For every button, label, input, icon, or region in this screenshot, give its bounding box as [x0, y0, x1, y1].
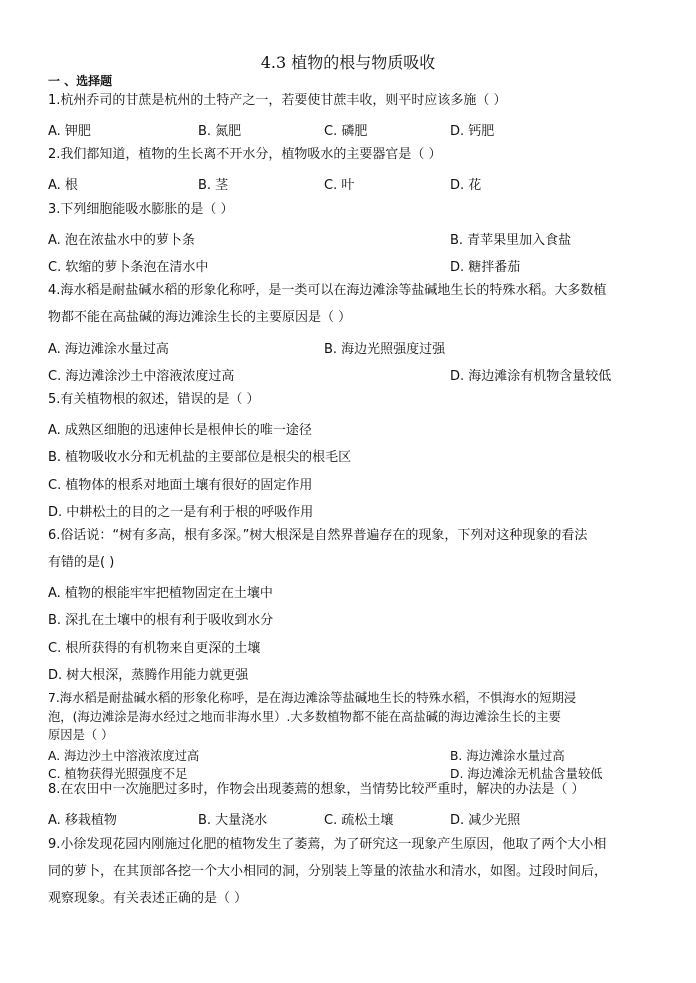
question-3-option-c: C. 软缩的萝卜条泡在清水中: [48, 260, 209, 275]
question-9-stem-line-2: 同的萝卜，在其顶部各挖一个大小相同的洞，分别装上等量的浓盐水和清水，如图。过段时间后，: [48, 864, 608, 879]
question-4-stem-line-1: 4.海水稻是耐盐碱水稻的形象化称呼，是一类可以在海边滩涂等盐碱地生长的特殊水稻。大多数植: [48, 283, 607, 298]
question-4-option-c: C. 海边滩涂沙土中溶液浓度过高: [48, 369, 235, 384]
question-1-option-c: C. 磷肥: [324, 124, 368, 139]
question-5-option-b: B. 植物吸收水分和无机盐的主要部位是根尖的根毛区: [48, 450, 352, 465]
question-6-option-b: B. 深扎在土壤中的根有利于吸收到水分: [48, 613, 274, 628]
question-7-option-a: A. 海边沙土中溶液浓度过高: [48, 749, 200, 763]
question-5-option-d: D. 中耕松土的目的之一是有利于根的呼吸作用: [48, 505, 314, 520]
question-3-option-a: A. 泡在浓盐水中的萝卜条: [48, 233, 195, 248]
question-8-option-b: B. 大量浇水: [198, 813, 268, 828]
question-2-option-d: D. 花: [450, 178, 482, 193]
question-1-stem: 1.杭州乔司的甘蔗是杭州的土特产之一，若要使甘蔗丰收，则平时应该多施（ ）: [48, 93, 507, 108]
question-8-option-a: A. 移栽植物: [48, 813, 117, 828]
question-9-stem-line-1: 9.小徐发现花园内刚施过化肥的植物发生了萎蔫，为了研究这一现象产生原因，他取了两个大小相: [48, 837, 607, 852]
question-8-option-c: C. 疏松土壤: [324, 813, 394, 828]
question-5-option-a: A. 成熟区细胞的迅速伸长是根伸长的唯一途径: [48, 423, 312, 438]
question-6-option-d: D. 树大根深，蒸腾作用能力就更强: [48, 668, 249, 683]
question-2-option-b: B. 茎: [198, 178, 229, 193]
question-2-option-a: A. 根: [48, 178, 78, 193]
question-8-option-d: D. 减少光照: [450, 813, 521, 828]
question-5-option-c: C. 植物体的根系对地面土壤有很好的固定作用: [48, 478, 313, 493]
question-3-option-b: B. 青苹果里加入食盐: [450, 233, 572, 248]
page-title: 4.3 植物的根与物质吸收: [260, 53, 436, 72]
question-4-stem-line-2: 物都不能在高盐碱的海边滩涂生长的主要原因是（ ）: [48, 310, 352, 325]
section-heading: 一 、选择题: [48, 74, 113, 88]
question-3-stem: 3.下列细胞能吸水膨胀的是（ ）: [48, 202, 234, 217]
question-1-option-a: A. 钾肥: [48, 124, 91, 139]
question-7-stem-line-3: 原因是（ ）: [48, 728, 114, 742]
question-2-option-c: C. 叶: [324, 178, 355, 193]
question-3-option-d: D. 糖拌番茄: [450, 260, 521, 275]
question-1-option-b: B. 氮肥: [198, 124, 242, 139]
question-1-option-d: D. 钙肥: [450, 124, 495, 139]
question-7-option-d: D. 海边滩涂无机盐含量较低: [450, 767, 603, 781]
question-7-stem-line-2: 泡，(海边滩涂是海水经过之地而非海水里）.大多数植物都不能在高盐碱的海边滩涂生长的主要: [48, 710, 561, 724]
question-4-option-d: D. 海边滩涂有机物含量较低: [450, 369, 612, 384]
question-7-stem-line-1: 7.海水稻是耐盐碱水稻的形象化称呼，是在海边滩涂等盐碱地生长的特殊水稻，不惧海水的短期浸: [48, 691, 577, 705]
question-8-stem: 8.在农田中一次施肥过多时，作物会出现萎蔫的想象，当情势比较严重时，解决的办法是（ ）: [48, 782, 585, 797]
question-5-stem: 5.有关植物根的叙述，错误的是（ ）: [48, 392, 260, 407]
question-4-option-b: B. 海边光照强度过强: [324, 342, 446, 357]
question-7-option-b: B. 海边滩涂水量过高: [450, 749, 565, 763]
question-7-option-c: C. 植物获得光照强度不足: [48, 767, 188, 781]
question-9-stem-line-3: 观察现象。有关表述正确的是（ ）: [48, 891, 248, 906]
question-6-stem-line-2: 有错的是( ): [48, 555, 115, 570]
question-4-option-a: A. 海边滩涂水量过高: [48, 342, 169, 357]
question-6-stem-line-1: 6.俗话说：“树有多高，根有多深。”树大根深是自然界普遍存在的现象，下列对这种现象的看法: [48, 528, 588, 543]
question-6-option-c: C. 根所获得的有机物来自更深的土壤: [48, 641, 261, 656]
question-2-stem: 2.我们都知道，植物的生长离不开水分，植物吸水的主要器官是（ ）: [48, 147, 442, 162]
question-6-option-a: A. 植物的根能牢牢把植物固定在土壤中: [48, 586, 273, 601]
